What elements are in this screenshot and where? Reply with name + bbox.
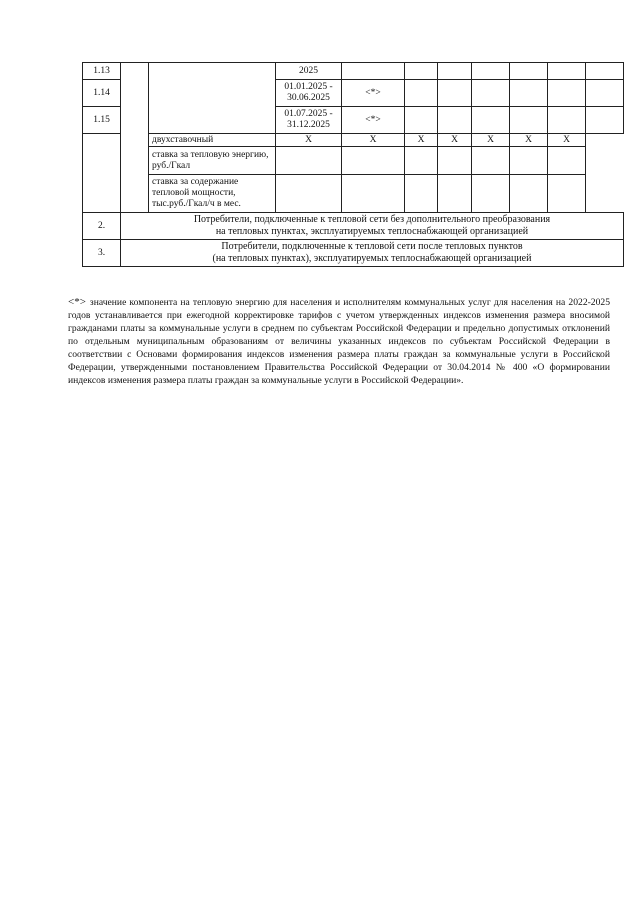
section-3-description: [121, 240, 624, 267]
section-3-line-1: Потребители, подключенные к тепловой сети после тепловых пунктов: [221, 241, 523, 252]
table-row: [83, 240, 624, 267]
period-cell: 2025: [276, 63, 342, 80]
footnote-text: значение компонента на тепловую энергию для населения и исполнителям коммунальных услуг для населения на 2022-2025 годов устанавливается при ежегодной корректировке тарифов с учетом утвержденных индексов изменения размера вносимой гражданами платы за коммунальные услуги в среднем по субъектам Российской Федерации и предельно допустимых отклонений по отдельным муниципальным образованиям от величины указанных индексов по субъектам Российской Федерации в соответствии с Основами формирования индексов изменения размера платы граждан за коммунальные услуги в Российской Федерации, утвержденными постановлением Правительства Российской Федерации от 30.04.2014 № 400 «О формировании индексов изменения размера платы граждан за коммунальные услуги в Российской Федерации».: [68, 297, 610, 386]
row-number: 1.15: [83, 107, 121, 134]
x-mark: Х: [438, 134, 472, 147]
capacity-rate-label: ставка за содержание тепловой мощности, тыс.руб./Гкал/ч в мес.: [149, 175, 276, 213]
period-cell: 01.07.2025 - 31.12.2025: [276, 107, 342, 134]
energy-rate-label: ставка за тепловую энергию, руб./Гкал: [149, 147, 276, 175]
section-3-line-2: (на тепловых пунктах), эксплуатируемых теплоснабжающей организацией: [212, 253, 532, 264]
x-mark: Х: [472, 134, 510, 147]
value-cell: [342, 63, 405, 80]
merged-blank-cell: [121, 63, 149, 213]
footnote-mark: <*>: [68, 296, 86, 308]
x-mark: Х: [510, 134, 548, 147]
table-row: [83, 213, 624, 240]
x-mark: Х: [548, 134, 586, 147]
tariff-table: [82, 62, 624, 267]
section-2-line-1: Потребители, подключенные к тепловой сети без дополнительного преобразования: [193, 214, 551, 225]
table-row: [83, 147, 624, 175]
x-mark: Х: [276, 134, 342, 147]
section-2-description: [121, 213, 624, 240]
section-number: 3.: [83, 240, 121, 267]
section-number: 2.: [83, 213, 121, 240]
table-row: [83, 63, 624, 80]
footnote: [68, 296, 610, 387]
x-mark: Х: [342, 134, 405, 147]
value-cell: <*>: [342, 107, 405, 134]
row-number: 1.13: [83, 63, 121, 80]
two-part-label: двухставочный: [149, 134, 276, 147]
table-row: [83, 134, 624, 147]
x-mark: Х: [405, 134, 438, 147]
table-row: [83, 175, 624, 213]
merged-number-cell: [83, 134, 121, 213]
section-2-line-2: на тепловых пунктах, эксплуатируемых теплоснабжающей организацией: [215, 226, 529, 237]
value-cell: <*>: [342, 80, 405, 107]
row-number: 1.14: [83, 80, 121, 107]
merged-category-cell: [149, 63, 276, 134]
period-cell: 01.01.2025 - 30.06.2025: [276, 80, 342, 107]
